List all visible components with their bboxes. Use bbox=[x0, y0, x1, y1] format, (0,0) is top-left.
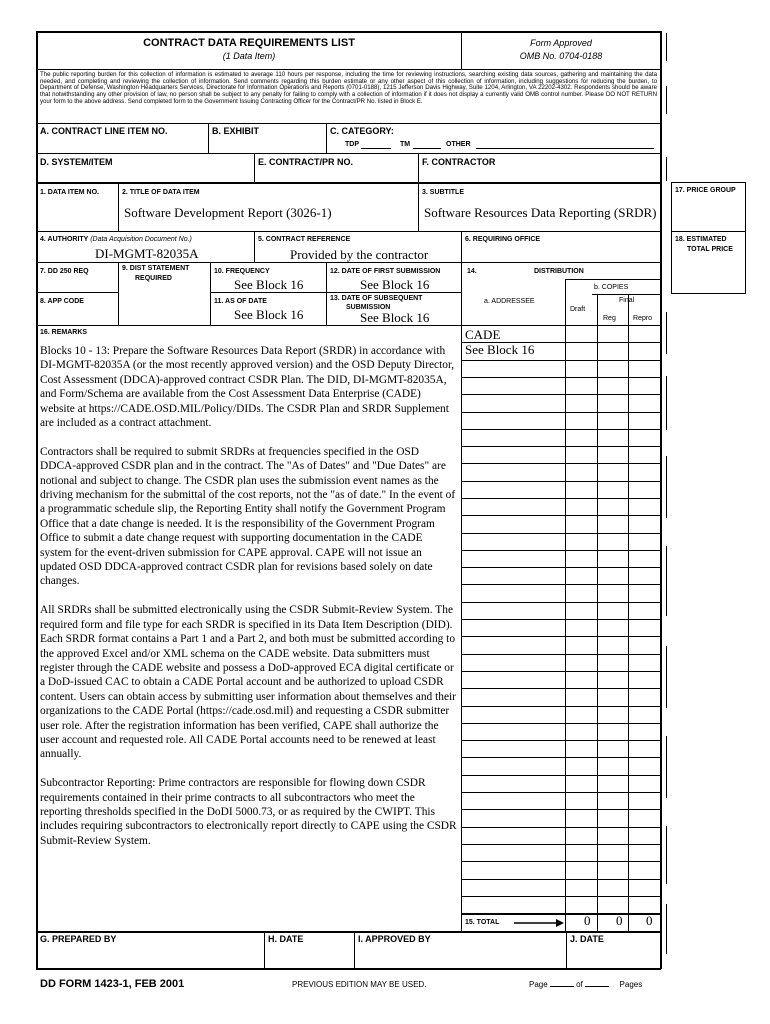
field-15-label: 15. TOTAL bbox=[465, 919, 500, 926]
block-a-label: A. CONTRACT LINE ITEM NO. bbox=[40, 126, 168, 136]
block-j-label: J. DATE bbox=[570, 934, 604, 944]
page-number-field bbox=[529, 980, 642, 989]
authority-value: DI-MGMT-82035A bbox=[95, 246, 199, 261]
field-8-label: 8. APP CODE bbox=[40, 298, 84, 305]
field-6-label: 6. REQUIRING OFFICE bbox=[465, 236, 541, 243]
addressee-heading: a. ADDRESSEE bbox=[484, 298, 535, 305]
distribution-heading: DISTRIBUTION bbox=[534, 268, 584, 275]
authority-label-note: (Data Acquisition Document No.) bbox=[90, 236, 192, 243]
data-item-title: Software Development Report (3026-1) bbox=[124, 205, 332, 220]
field-3-label: 3. SUBTITLE bbox=[422, 189, 465, 196]
draft-heading: Draft bbox=[570, 306, 586, 313]
category-tdp-label: TDP bbox=[345, 141, 359, 148]
repro-heading: Repro bbox=[633, 315, 653, 322]
block-f-label: F. CONTRACTOR bbox=[422, 157, 496, 167]
field-2-label: 2. TITLE OF DATA ITEM bbox=[122, 189, 200, 196]
pages-label: Pages bbox=[619, 980, 643, 989]
field-13-label-2: SUBMISSION bbox=[346, 304, 391, 311]
field-9-label: 9. DIST STATEMENT bbox=[122, 265, 190, 272]
burden-statement: The public reporting burden for this collection of information is estimated to average 110 hours per response, including the time for reviewing instructions, searching existing data sources, gathering and maintaining the data needed, and completing and reviewing the collection of information. Send comments regarding this burden estimate or any other aspect of this collection of information, including suggestions for reducing the burden, to Department of Defense, Washington Headquarters Services, Directorate for Information Operations and Reports (0701-0188), 1215 Jefferson Davis Highway, Suite 1204, Arlington, VA 22202-4302. Respondents should be aware that notwithstanding any other provision of law, no person shall be subject to any penalty for failing to comply with a collection of information if it does not display a currently valid OMB control number. Please DO NOT RETURN your form to the above address. Send completed form to the Government Issuing Contracting Officer for the Contract/PR No. listed in Block E. bbox=[40, 71, 657, 105]
field-5-label: 5. CONTRACT REFERENCE bbox=[258, 236, 351, 243]
field-16-label: 16. REMARKS bbox=[40, 329, 88, 336]
field-10-label: 10. FREQUENCY bbox=[214, 268, 270, 275]
block-i-label: I. APPROVED BY bbox=[358, 934, 431, 944]
remarks-paragraph-2: Contractors shall be required to submit SRDRs at frequencies specified in the OSD DDCA-approved CSDR plan and in the contract. The "As of Dates" and "Due Dates" are notional and subject to change. The CSDR plan uses the submission event names as the driving mechanism for the submittal of the cost reports, not the "as of date." In the event of a programmatic schedule slip, the Reporting Entity shall notify the Government Program Office that a date change is needed. It is the responsibility of the Government Program Office to submit a date change request with supporting documentation in the CADE system for the event-driven submission for CAPE approval. CAPE will not issue an updated OSD DDCA-approved contract CSDR plan for revisions based solely on date changes. bbox=[40, 445, 456, 588]
field-9-label-2: REQUIRED bbox=[135, 275, 172, 282]
form-title: CONTRACT DATA REQUIREMENTS LIST bbox=[143, 37, 355, 49]
previous-edition-note: PREVIOUS EDITION MAY BE USED. bbox=[292, 980, 427, 989]
block-b-label: B. EXHIBIT bbox=[212, 126, 260, 136]
form-number: DD FORM 1423-1, FEB 2001 bbox=[40, 978, 185, 990]
remarks-paragraph-3: All SRDRs shall be submitted electronically using the CSDR Submit-Review System. The required form and file type for each SRDR is specified in its Data Item Description (DID). Each SRDR format contains a Part 1 and a Part 2, and both must be submitted according to the approved Excel and/or XML schema on the CADE website. Data submitters must register through the CADE website and possess a DoD-approved ECA digital certificate or a DoD-issued CAC to obtain a CADE Portal account and be authorized to upload CSDR content. Users can obtain access by submitting user information about themselves and their organizations to the CADE Portal (https://cade.osd.mil) and requesting a CSDR submitter user role. After the registration information has been verified, CAPE shall authorize the user account and requested role. All CADE Portal accounts need to be renewed at least annually. bbox=[40, 604, 456, 761]
field-17-label: 17. PRICE GROUP bbox=[675, 187, 736, 194]
field-14-label: 14. bbox=[467, 268, 477, 275]
block-c-label: C. CATEGORY: bbox=[330, 126, 394, 136]
data-item-subtitle: Software Resources Data Reporting (SRDR) bbox=[424, 205, 657, 220]
final-heading: Final bbox=[619, 297, 635, 304]
subsequent-submission-value: See Block 16 bbox=[360, 310, 430, 325]
field-1-label: 1. DATA ITEM NO. bbox=[40, 189, 99, 196]
field-11-label: 11. AS OF DATE bbox=[214, 298, 267, 305]
arrow-right-icon bbox=[514, 918, 564, 928]
block-e-label: E. CONTRACT/PR NO. bbox=[258, 157, 354, 167]
total-reg: 0 bbox=[616, 913, 623, 928]
remarks-paragraph-4: Subcontractor Reporting: Prime contractors are responsible for flowing down CSDR requirements contained in their prime contracts to all subcontractors who meet the reporting thresholds specified in the DoDI 5000.73, or as required by the CWIPT. This includes requiring subcontractors to electronically report directly to CAPE using the CSDR Submit-Review System. bbox=[40, 777, 457, 847]
total-repro: 0 bbox=[646, 913, 653, 928]
page-label: Page bbox=[529, 980, 548, 989]
field-12-label: 12. DATE OF FIRST SUBMISSION bbox=[330, 268, 441, 275]
as-of-date-value: See Block 16 bbox=[234, 307, 304, 322]
distribution-addressee-2: See Block 16 bbox=[465, 342, 535, 357]
form-approved: Form Approved bbox=[530, 38, 592, 48]
of-label: of bbox=[576, 980, 583, 989]
remarks-text bbox=[40, 344, 457, 863]
reg-heading: Reg bbox=[603, 315, 616, 322]
remarks-paragraph-1: Blocks 10 - 13: Prepare the Software Resources Data Report (SRDR) in accordance with DI-MGMT-82035A (or the most recently approved version) and the OSD Deputy Director, Cost Assessment (DDCA)-approved contract CSDR Plan. The DID, DI-MGMT-82035A, and Form/Schema are available from the Cost Assessment Data Enterprise (CADE) website at https://CADE.OSD.MIL/Policy/DIDs. The CSDR Plan and SRDR Supplement are included as a contract attachment. bbox=[40, 345, 455, 430]
authority-label: 4. AUTHORITY bbox=[40, 236, 89, 243]
contract-reference-value: Provided by the contractor bbox=[290, 247, 429, 262]
block-g-label: G. PREPARED BY bbox=[40, 934, 117, 944]
category-other-label: OTHER bbox=[446, 141, 471, 148]
field-7-label: 7. DD 250 REQ bbox=[40, 268, 89, 275]
field-13-label: 13. DATE OF SUBSEQUENT bbox=[330, 295, 423, 302]
copies-heading: b. COPIES bbox=[594, 284, 629, 291]
block-d-label: D. SYSTEM/ITEM bbox=[40, 157, 113, 167]
field-18-label: 18. ESTIMATED bbox=[675, 236, 727, 243]
category-tm-label: TM bbox=[400, 141, 411, 148]
distribution-addressee-1: CADE bbox=[465, 327, 501, 342]
first-submission-value: See Block 16 bbox=[360, 277, 430, 292]
form-subtitle: (1 Data Item) bbox=[222, 51, 276, 61]
total-draft: 0 bbox=[584, 913, 591, 928]
omb-number: OMB No. 0704-0188 bbox=[519, 51, 603, 61]
block-h-label: H. DATE bbox=[268, 934, 304, 944]
field-18-label-2: TOTAL PRICE bbox=[687, 246, 733, 253]
frequency-value: See Block 16 bbox=[234, 277, 304, 292]
field-4-label bbox=[40, 236, 192, 243]
